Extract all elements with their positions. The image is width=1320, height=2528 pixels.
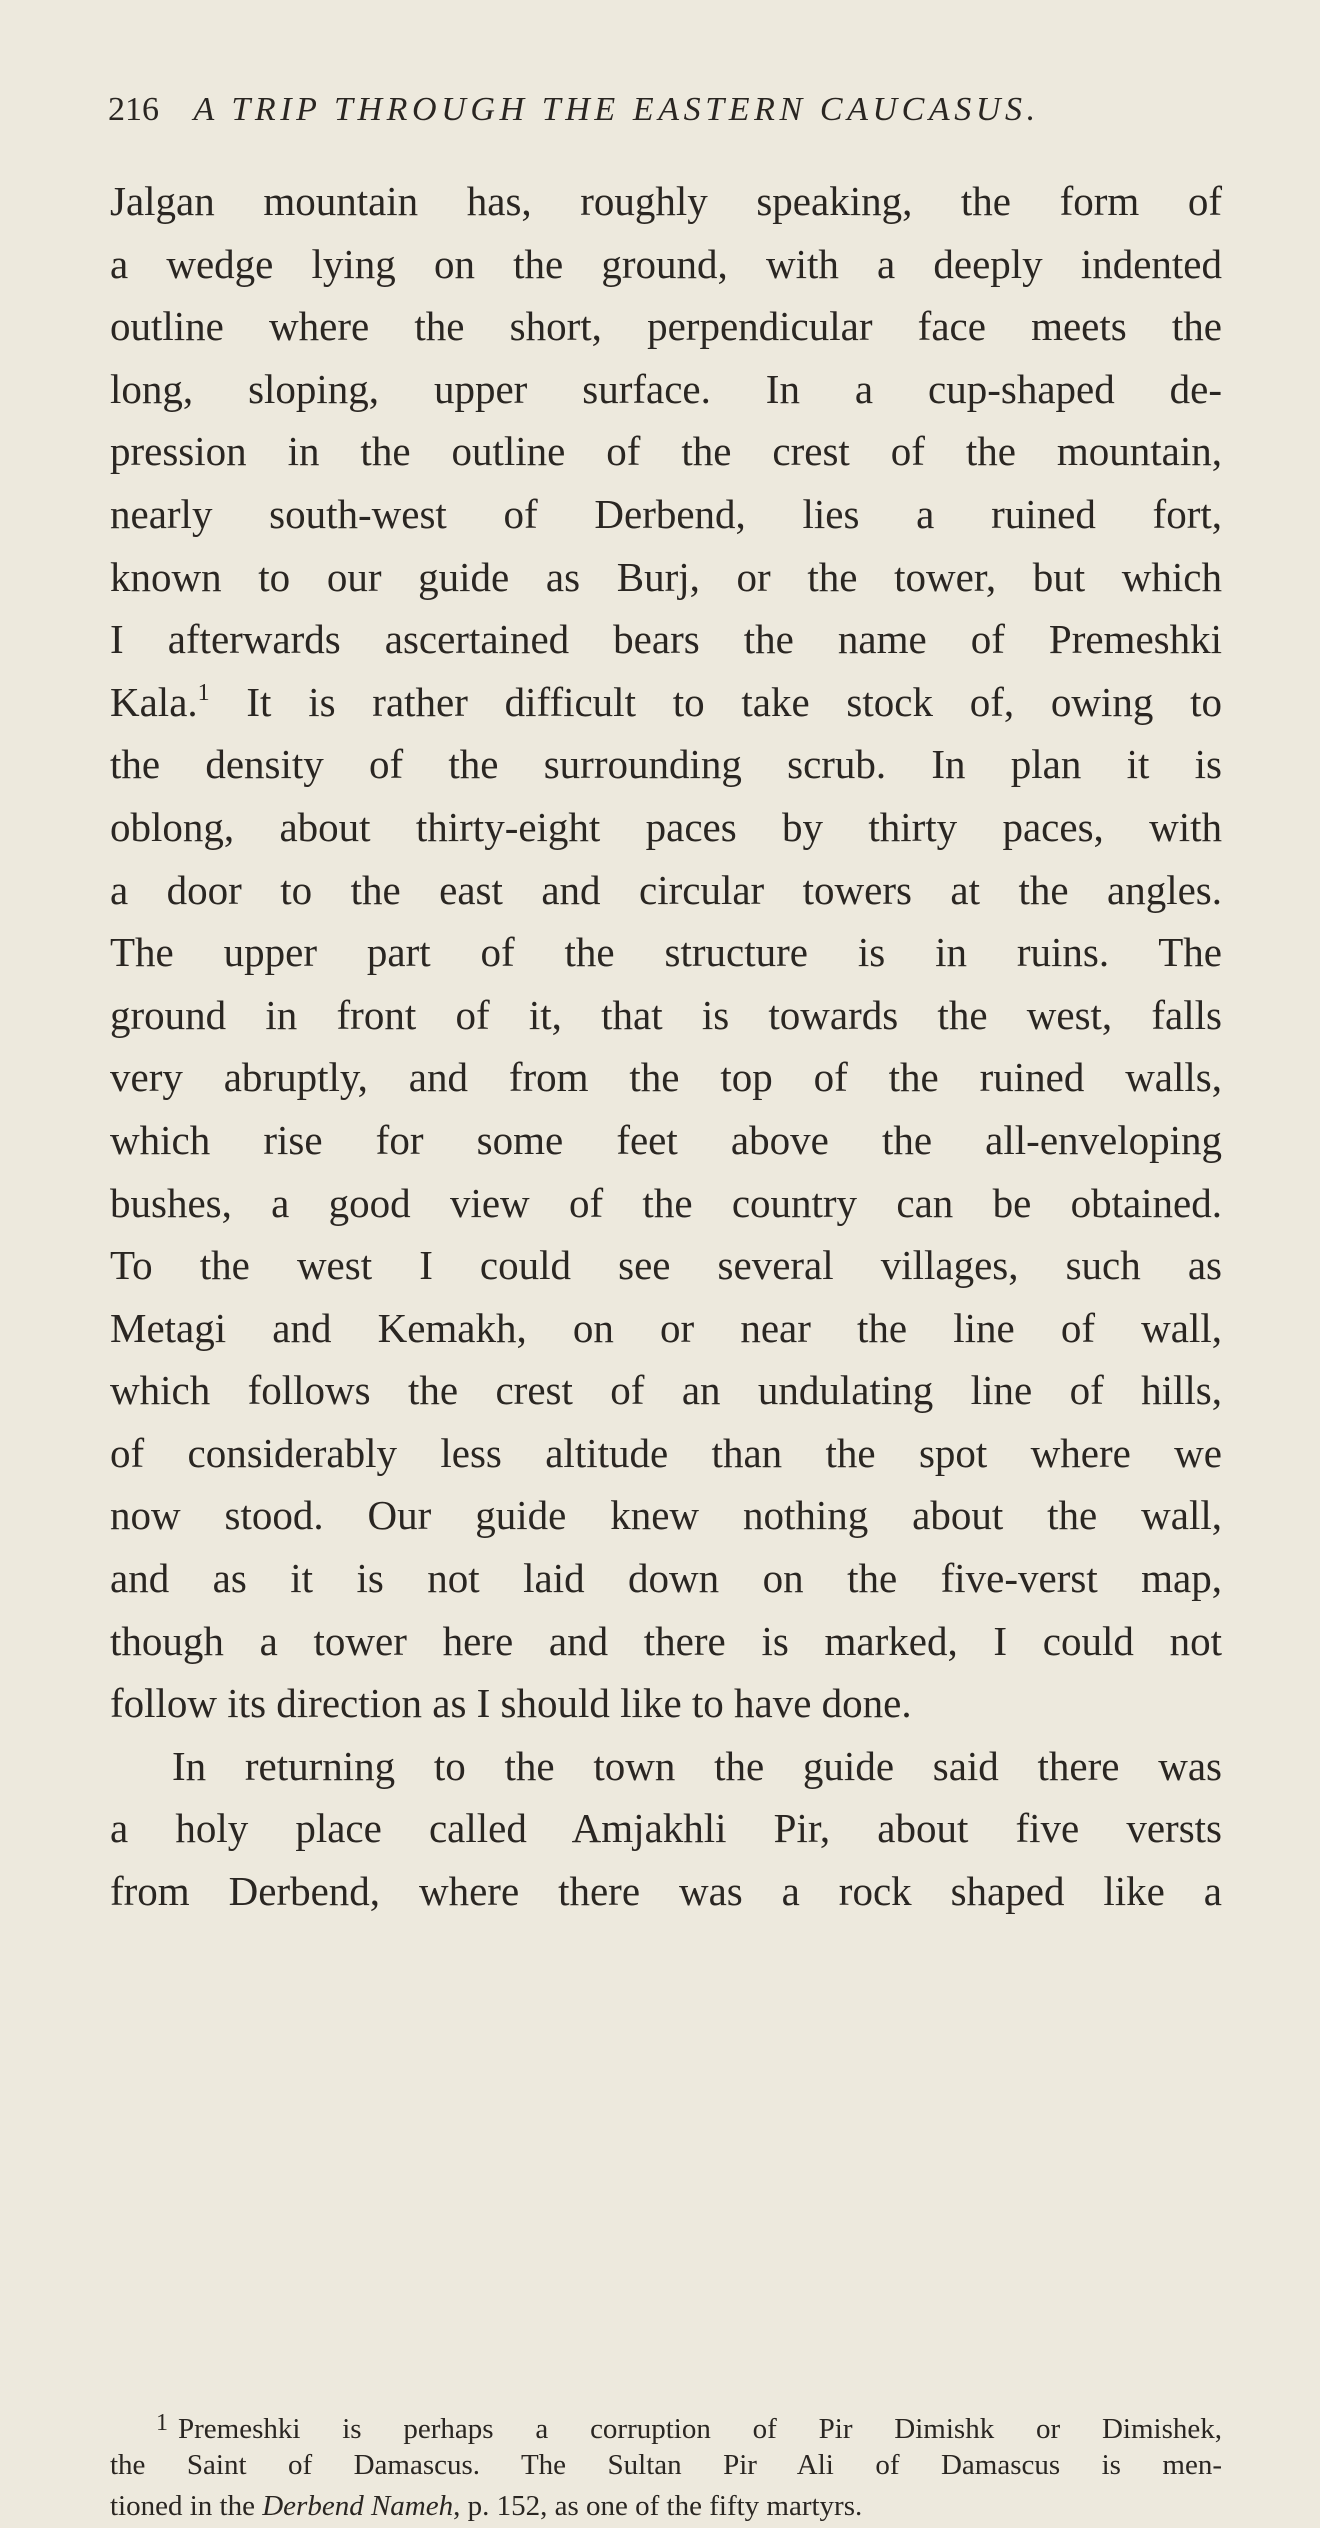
page-number: 216 xyxy=(108,91,159,128)
text-line: Jalgan mountain has, roughly speaking, the form of xyxy=(110,178,1222,224)
footnote-reference[interactable]: 1 xyxy=(197,679,210,706)
text-line: ground in front of it, that is towards the west, falls xyxy=(110,991,1222,1038)
text-line-paragraph-start: In returning to the town the guide said there was xyxy=(172,1742,1222,1789)
text-line: a holy place called Amjakhli Pir, about five versts xyxy=(110,1805,1222,1852)
italic-title: Derbend Nameh xyxy=(262,2490,454,2522)
text-fragment: tioned in the xyxy=(110,2490,263,2522)
footnotes xyxy=(110,2403,1222,2528)
footnote-line xyxy=(110,2403,1222,2445)
footnote-line: the Saint of Damascus. The Sultan Pir Ali of Damascus is men- xyxy=(110,2448,1222,2481)
text-line: follow its direction as I should like to have done. xyxy=(110,1680,912,1727)
text-line: which rise for some feet above the all-enveloping xyxy=(110,1116,1222,1163)
text-line: very abruptly, and from the top of the ruined walls, xyxy=(110,1054,1222,1101)
text-line: Metagi and Kemakh, on or near the line of wall, xyxy=(110,1304,1222,1351)
footnote-line xyxy=(110,2486,1222,2528)
text-line: of considerably less altitude than the spot where we xyxy=(110,1429,1222,1476)
page-header xyxy=(108,88,1218,132)
text-line: known to our guide as Burj, or the tower, but which xyxy=(110,553,1222,600)
text-line: the density of the surrounding scrub. In plan it is xyxy=(110,741,1222,788)
text-fragment: It is rather difficult to take stock of, owing to xyxy=(209,678,1222,725)
text-fragment: Premeshki is perhaps a corruption of Pir Dimishk or Dimishek, xyxy=(178,2413,1222,2445)
text-line: bushes, a good view of the country can be obtained. xyxy=(110,1179,1222,1226)
text-line: and as it is not laid down on the five-verst map, xyxy=(110,1555,1222,1602)
body-text xyxy=(110,170,1222,1923)
text-line: long, sloping, upper surface. In a cup-shaped de- xyxy=(110,365,1222,412)
text-line: To the west I could see several villages, such as xyxy=(110,1242,1222,1289)
text-fragment: , p. 152, as one of the fifty martyrs. xyxy=(453,2490,863,2522)
footnote-marker: 1 xyxy=(156,2410,168,2436)
text-line: The upper part of the structure is in ruins. The xyxy=(110,929,1222,976)
text-line: which follows the crest of an undulating line of hills, xyxy=(110,1367,1222,1414)
text-line-with-footnote-ref xyxy=(110,671,1222,734)
text-line: though a tower here and there is marked, I could not xyxy=(110,1617,1222,1664)
text-line: pression in the outline of the crest of the mountain, xyxy=(110,428,1222,475)
text-line: I afterwards ascertained bears the name of Premeshki xyxy=(110,616,1222,663)
text-line: now stood. Our guide knew nothing about the wall, xyxy=(110,1492,1222,1539)
text-line: nearly south-west of Derbend, lies a ruined fort, xyxy=(110,490,1222,537)
text-line: from Derbend, where there was a rock shaped like a xyxy=(110,1868,1222,1915)
running-head: A TRIP THROUGH THE EASTERN CAUCASUS. xyxy=(193,91,1040,128)
text-line: oblong, about thirty-eight paces by thirty paces, with xyxy=(110,803,1222,850)
text-fragment: Kala. xyxy=(110,678,198,725)
text-line: outline where the short, perpendicular face meets the xyxy=(110,303,1222,350)
text-line: a door to the east and circular towers at the angles. xyxy=(110,866,1222,913)
text-line: a wedge lying on the ground, with a deeply indented xyxy=(110,240,1222,287)
